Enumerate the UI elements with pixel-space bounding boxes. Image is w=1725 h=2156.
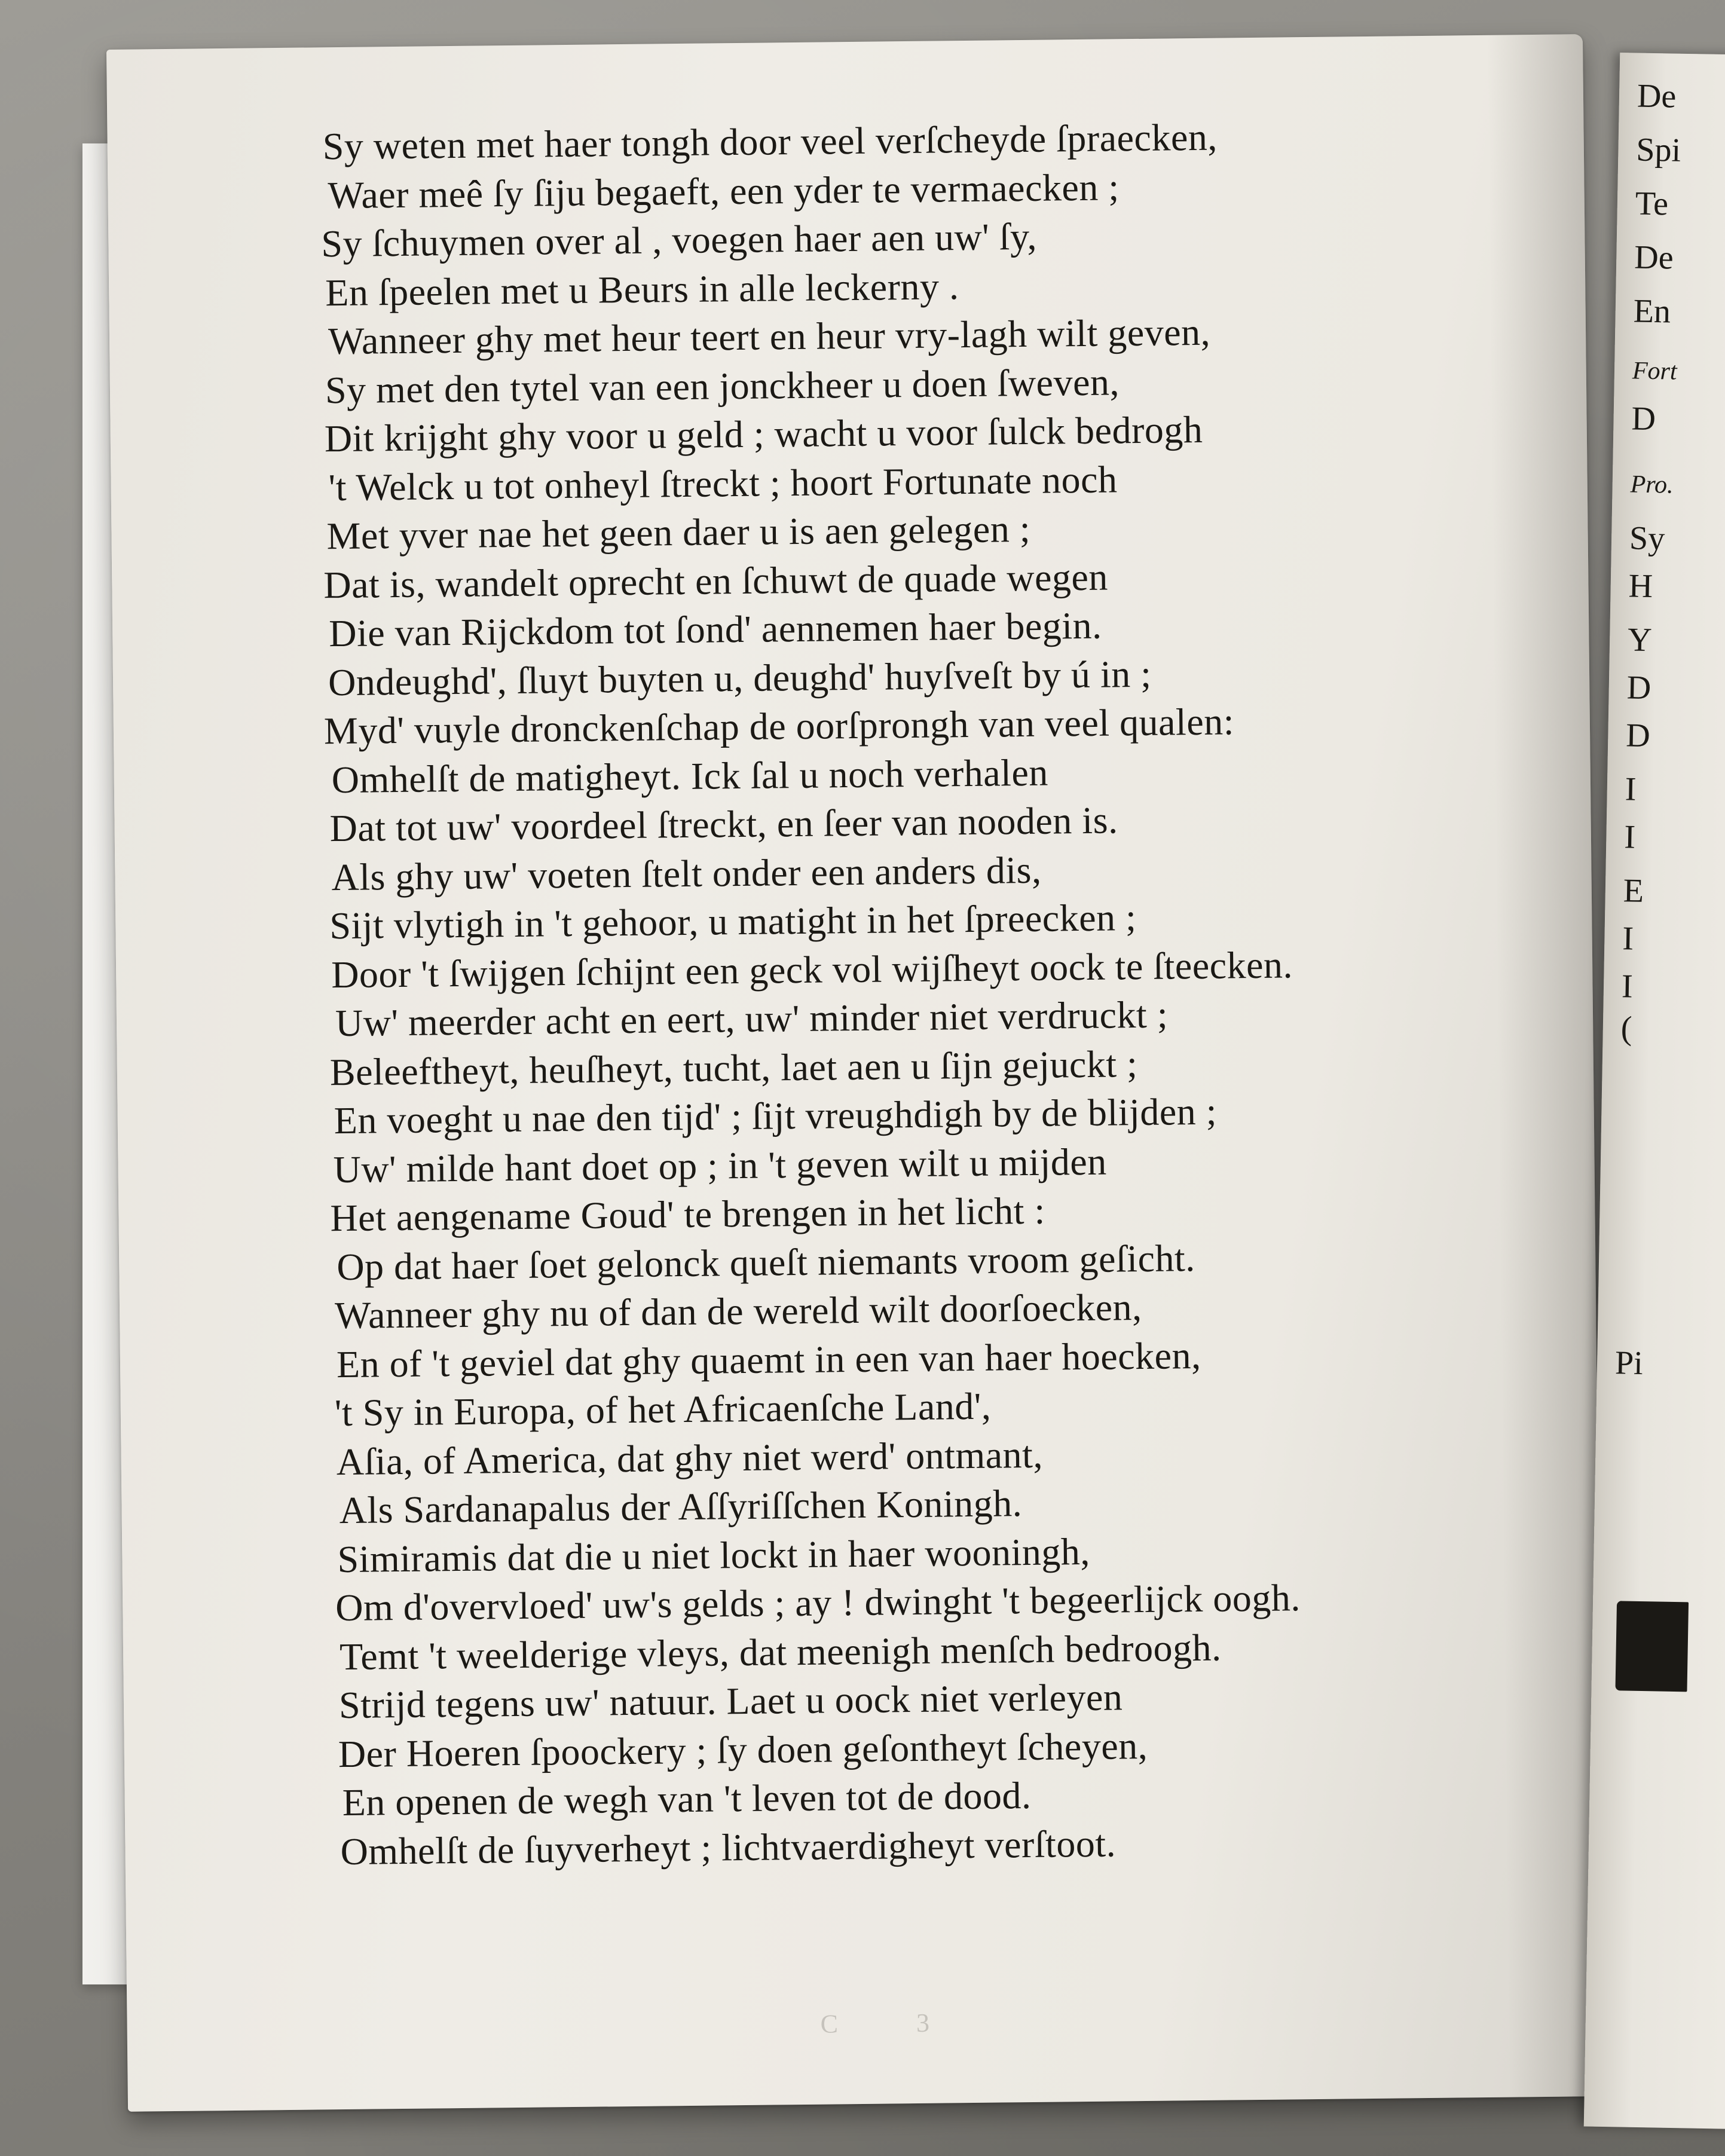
decorative-initial xyxy=(1615,1601,1689,1692)
facing-page-fragment: Sy xyxy=(1629,519,1665,558)
facing-page xyxy=(1584,53,1725,2129)
verse-line: Beleeftheyt, heuſheyt, tucht, laet aen u ſijn gejuckt ; xyxy=(329,1042,1138,1093)
facing-page-fragment: E xyxy=(1623,872,1644,910)
facing-page-fragment: I xyxy=(1623,818,1636,856)
verse-line: Sy weten met haer tongh door veel verſcheyde ſpraecken, xyxy=(322,115,1218,168)
facing-page-fragment: D xyxy=(1631,400,1656,438)
verse-line: Op dat haer ſoet gelonck queſt niemants vroom geſicht. xyxy=(336,1236,1196,1288)
verse-line: Uw' meerder acht en eert, uw' minder niet verdruckt ; xyxy=(335,993,1169,1045)
facing-page-fragment: Pi xyxy=(1614,1344,1644,1382)
facing-page-fragment: H xyxy=(1628,567,1653,605)
verse-line: Door 't ſwijgen ſchijnt een geck vol wijſheyt oock te ſteecken. xyxy=(331,943,1293,996)
verse-line: Het aengename Goud' te brengen in het licht : xyxy=(330,1189,1046,1240)
verse-line: Uw' milde hant doet op ; in 't geven wilt u mijden xyxy=(333,1140,1108,1191)
verse-line: Temt 't weelderige vleys, dat meenigh menſch bedroogh. xyxy=(339,1626,1222,1678)
verse-line: Die van Rijckdom tot ſond' aennemen haer begin. xyxy=(328,604,1102,655)
facing-page-text xyxy=(1614,53,1725,1382)
verse-line: En ſpeelen met u Beurs in alle leckerny . xyxy=(325,264,959,314)
facing-page-fragment: I xyxy=(1621,968,1634,1005)
verse-line: En of 't geviel dat ghy quaemt in een van haer hoecken, xyxy=(336,1334,1201,1386)
verse-line: Om d'overvloed' uw's gelds ; ay ! dwinght 't begeerlijck oogh. xyxy=(335,1576,1301,1629)
verse-line: Omhelſt de ſuyverheyt ; lichtvaerdigheyt verſtoot. xyxy=(340,1822,1117,1873)
verse-line: Strijd tegens uw' natuur. Laet u oock niet verleyen xyxy=(338,1675,1123,1727)
gutter-shadow xyxy=(1487,34,1604,2097)
facing-page-fragment: Pro. xyxy=(1630,470,1674,499)
verse-line: Dit krijght ghy voor u geld ; wacht u voor ſulck bedrogh xyxy=(324,408,1203,460)
verse-line: Waer meê ſy ſiju begaeft, een yder te vermaecken ; xyxy=(328,165,1120,216)
verse-line: Omhelſt de matigheyt. Ick ſal u noch verhalen xyxy=(331,751,1049,801)
verse-line: Als ghy uw' voeten ſtelt onder een anders dis, xyxy=(331,848,1042,898)
facing-page-fragment: D xyxy=(1626,669,1651,707)
facing-page-fragment: Spi xyxy=(1635,131,1681,169)
verse-line: Ondeughd', ſluyt buyten u, deughd' huyſveſt by ú in ; xyxy=(328,652,1152,704)
verse-line: Dat is, wandelt oprecht en ſchuwt de quade wegen xyxy=(323,555,1109,606)
facing-page-fragment: Fort xyxy=(1632,357,1678,386)
facing-page-fragment: En xyxy=(1633,292,1671,331)
facing-page-fragment: De xyxy=(1634,238,1674,277)
verse-line: Simiramis dat die u niet lockt in haer wooningh, xyxy=(337,1530,1091,1580)
facing-page-fragment: D xyxy=(1625,717,1651,755)
verse-line: 't Sy in Europa, of het Africaenſche Land', xyxy=(334,1384,992,1435)
facing-page-fragment: ( xyxy=(1620,1010,1633,1047)
verse-line: En voeght u nae den tijd' ; ſijt vreughdigh by de blijden ; xyxy=(334,1090,1218,1142)
verse-line: Sy met den tytel van een jonckheer u doen ſweven, xyxy=(325,360,1120,411)
signature-mark: C 3 xyxy=(820,2008,966,2039)
verse-line: Dat tot uw' voordeel ſtreckt, en ſeer van nooden is. xyxy=(329,799,1118,850)
verse-line: Als Sardanapalus der Aſſyriſſchen Koningh. xyxy=(339,1482,1023,1532)
verse-line: En openen de wegh van 't leven tot de dood. xyxy=(342,1773,1032,1824)
book-page xyxy=(106,34,1604,2112)
facing-page-fragment: Te xyxy=(1635,185,1669,223)
verse-line: Der Hoeren ſpoockery ; ſy doen geſontheyt ſcheyen, xyxy=(338,1724,1148,1775)
verse-line: Sijt vlytigh in 't gehoor, u matight in het ſpreecken ; xyxy=(329,896,1137,947)
facing-page-fragment: Y xyxy=(1627,621,1653,659)
verse-line: Myd' vuyle dronckenſchap de oorſprongh van veel qualen: xyxy=(323,700,1235,753)
verse-line: Sy ſchuymen over al , voegen haer aen uw' ſy, xyxy=(321,215,1038,265)
facing-page-fragment: I xyxy=(1622,920,1634,958)
facing-page-fragment: De xyxy=(1637,77,1677,115)
verse-line: Wanneer ghy nu of dan de wereld wilt doorſoecken, xyxy=(334,1286,1142,1337)
facing-page-fragment: I xyxy=(1625,770,1637,808)
verse-line: 't Welck u tot onheyl ſtreckt ; hoort Fortunate noch xyxy=(328,457,1118,509)
verse-line: Met yver nae het geen daer u is aen gelegen ; xyxy=(326,507,1031,558)
verse-line: Wanneer ghy met heur teert en heur vry-lagh wilt geven, xyxy=(328,310,1211,363)
verse-line: Aſia, of America, dat ghy niet werd' ontmant, xyxy=(336,1433,1044,1483)
